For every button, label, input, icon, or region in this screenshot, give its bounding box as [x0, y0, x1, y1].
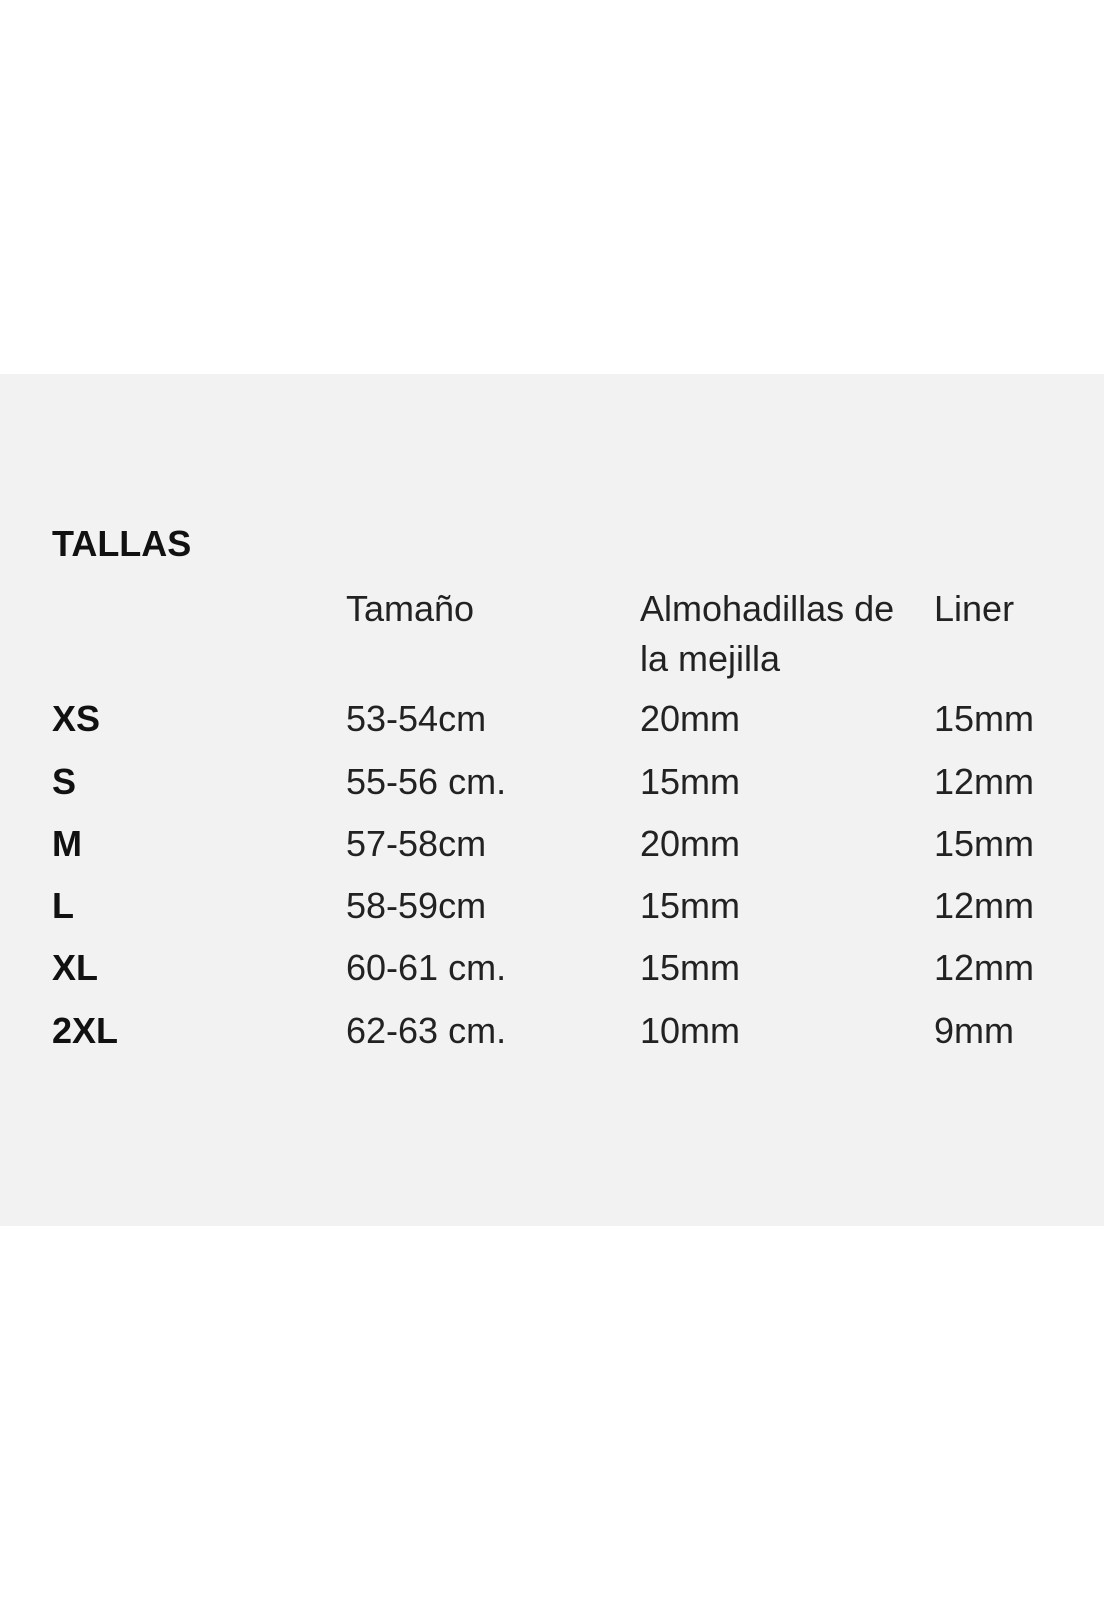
tamano-cell: 60-61 cm. [346, 947, 507, 988]
almohadillas-cell: 20mm [640, 698, 741, 739]
table-row [0, 694, 1104, 744]
size-cell: XS [52, 698, 101, 739]
column-header-almohadillas: Almohadillas de la mejilla [640, 588, 895, 679]
size-cell: 2XL [52, 1010, 119, 1051]
liner-cell: 15mm [934, 823, 1035, 864]
liner-cell: 15mm [934, 698, 1035, 739]
tamano-cell: 62-63 cm. [346, 1010, 507, 1051]
almohadillas-cell: 15mm [640, 885, 741, 926]
liner-cell: 9mm [934, 1010, 1014, 1051]
tamano-cell: 57-58cm [346, 823, 487, 864]
tamano-cell: 53-54cm [346, 698, 487, 739]
size-chart-title: TALLAS [52, 523, 192, 564]
tamano-cell: 55-56 cm. [346, 761, 507, 802]
table-row [0, 819, 1104, 869]
size-cell: L [52, 885, 74, 926]
liner-cell: 12mm [934, 761, 1035, 802]
liner-cell: 12mm [934, 947, 1035, 988]
almohadillas-cell: 15mm [640, 947, 741, 988]
table-row [0, 943, 1104, 993]
size-cell: XL [52, 947, 99, 988]
almohadillas-cell: 20mm [640, 823, 741, 864]
size-cell: S [52, 761, 77, 802]
table-row [0, 757, 1104, 807]
table-row [0, 1006, 1104, 1056]
almohadillas-cell: 10mm [640, 1010, 741, 1051]
table-row [0, 881, 1104, 931]
size-cell: M [52, 823, 82, 864]
tamano-cell: 58-59cm [346, 885, 487, 926]
column-header-tamano: Tamaño [346, 588, 475, 629]
almohadillas-cell: 15mm [640, 761, 741, 802]
liner-cell: 12mm [934, 885, 1035, 926]
column-header-liner: Liner [934, 588, 1015, 629]
